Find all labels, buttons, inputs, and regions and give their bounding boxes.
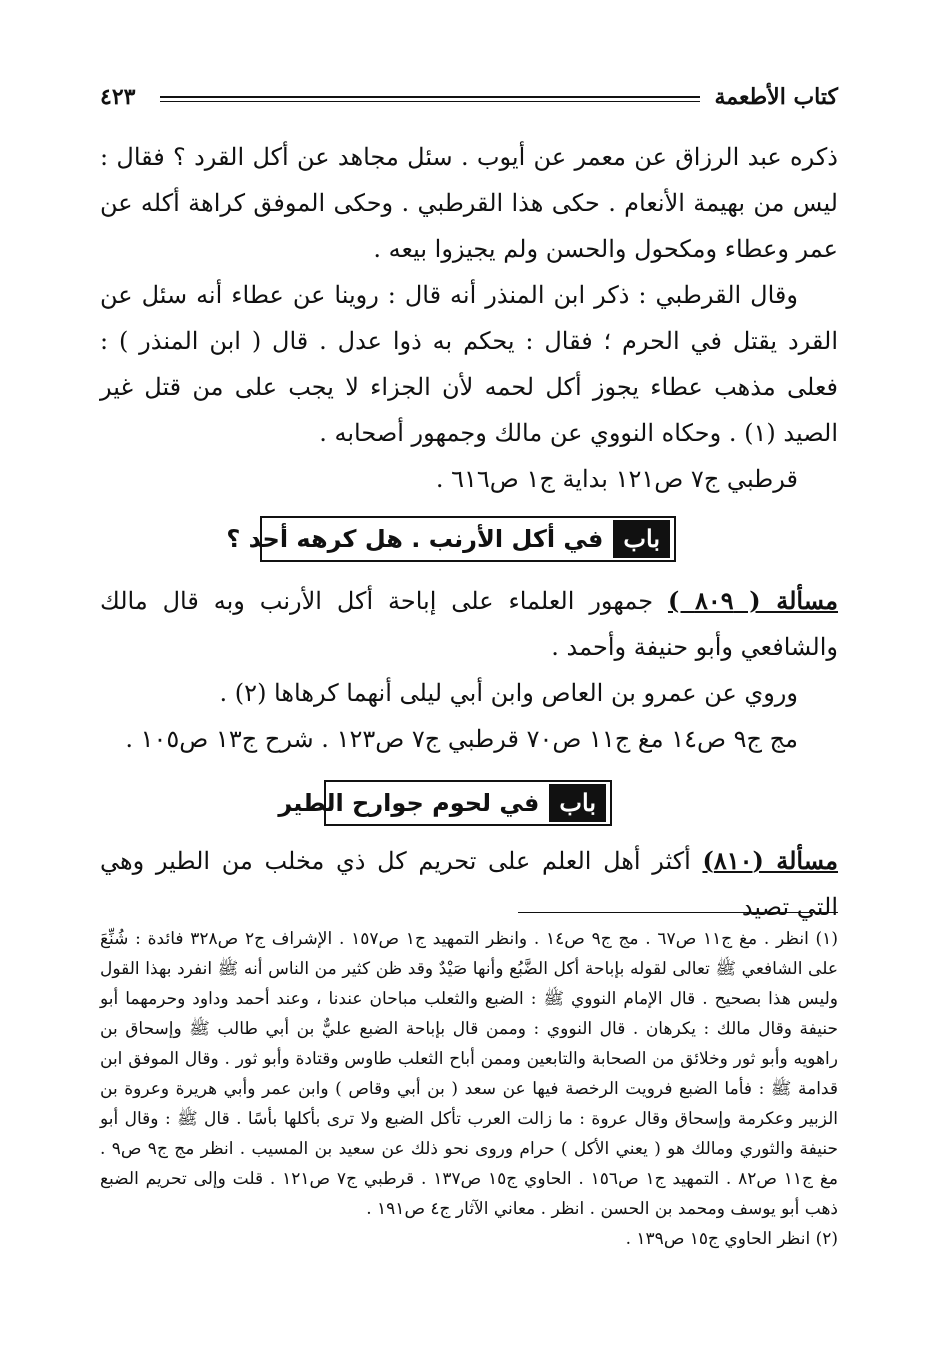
page-header	[100, 82, 838, 122]
section-heading-2	[278, 780, 612, 826]
paragraph-1: ذكره عبد الرزاق عن معمر عن أيوب . سئل مجاهد عن أكل القرد ؟ فقال : ليس من بهيمة الأنعام . حكى هذا القرطبي . وحكى الموفق كراهة أكله عن عمر وعطاء ومكحول والحسن ولم يجيزوا بيعه .	[100, 143, 838, 263]
footnote-separator	[518, 912, 838, 913]
heading-text: في لحوم جوارح الطير	[278, 789, 540, 817]
heading-text: في أكل الأرنب . هل كرهه أحد ؟	[226, 525, 604, 553]
masala-809	[100, 578, 838, 670]
footnote-2: (٢) انظر الحاوي ج١٥ ص١٣٩ .	[625, 1229, 838, 1249]
paragraph-2: وقال القرطبي : ذكر ابن المنذر أنه قال : روينا عن عطاء أنه سئل عن القرد يقتل في الحرم ؛ فقال : يحكم به ذوا عدل . قال ( ابن المنذر ) : فعلى مذهب عطاء يجوز أكل لحمه لأن الجزاء لا يجب على من قتل غير الصيد (١) . وحكاه النووي عن مالك وجمهور أصحابه .	[100, 281, 838, 447]
masala-label: مسألة (٨١٠)	[702, 846, 839, 875]
reference-2: مج ج٩ ص١٤ مغ ج١١ ص٧٠ قرطبي ج٧ ص١٢٣ . شرح ج١٣ ص١٠٥ .	[125, 725, 798, 753]
main-text-middle	[100, 578, 838, 762]
paragraph-3: وروي عن عمرو بن العاص وابن أبي ليلى أنهما كرهاها (٢) .	[219, 679, 798, 707]
footnote-1: (١) انظر . مغ ج١١ ص٦٧ . مج ج٩ ص١٤ . وانظر التمهيد ج١ ص١٥٧ . الإشراف ج٢ ص٣٢٨ فائدة : شُنِّعَ على الشافعي ﷺ تعالى لقوله بإباحة أكل الضَّبُع وأنها صَيْدٌ وقد ظن كثير من الناس أنه ﷺ انفرد بهذا القول وليس هذا بصحيح . قال الإمام النووي ﷺ : الضبع والثعلب مباحان عندنا ، وعند أحمد وداود وحرمهما أبو حنيفة وقال مالك : يكرهان . قال النووي : وممن قال بإباحة الضبع عليٌّ بن أبي طالب ﷺ وإسحاق بن راهويه وأبو ثور وخلائق من الصحابة والتابعين وممن أباح الثعلب طاوس وقتادة وأبو ثور . وقال الموفق ابن قدامة ﷺ : فأما الضبع فرويت الرخصة فيها عن سعد ( بن أبي وقاص ) وابن عمر وأبي هريرة وعروة بن الزبير وعكرمة وإسحاق وقال عروة : ما زالت العرب تأكل الضبع ولا ترى بأكلها بأسًا . قال ﷺ : وقال أبو حنيفة والثوري ومالك هو ( يعني الأكل ) حرام وروى نحو ذلك عن سعيد بن المسيب . انظر مج ج٩ ص٩ . مغ ج١١ ص٨٢ . التمهيد ج١ ص١٥٦ . الحاوي ج١٥ ص١٣٧ . قرطبي ج٧ ص١٢١ . قلت وإلى تحريم الضبع ذهب أبو يوسف ومحمد بن الحسن . انظر . معاني الآثار ج٤ ص١٩١ .	[100, 929, 838, 1219]
main-text-bottom	[100, 838, 838, 930]
bab-label: باب	[549, 784, 606, 822]
reference-1: قرطبي ج٧ ص١٢١ بداية ج١ ص٦١٦ .	[435, 465, 798, 493]
masala-text: أكثر أهل العلم على تحريم كل ذي مخلب من الطير وهي التي تصيد	[100, 847, 838, 921]
masala-810	[100, 838, 838, 930]
header-rule-thin	[160, 101, 700, 102]
masala-text: جمهور العلماء على إباحة أكل الأرنب وبه قال مالك والشافعي وأبو حنيفة وأحمد .	[100, 587, 838, 661]
chapter-title: كتاب الأطعمة	[714, 84, 838, 110]
header-rule	[160, 96, 700, 98]
footnotes	[100, 924, 838, 1254]
masala-label: مسألة ( ٨٠٩ )	[667, 586, 839, 615]
section-heading-1	[226, 516, 676, 562]
main-text-top	[100, 134, 838, 502]
page-number: ٤٢٣	[100, 84, 136, 110]
bab-label: باب	[613, 520, 670, 558]
